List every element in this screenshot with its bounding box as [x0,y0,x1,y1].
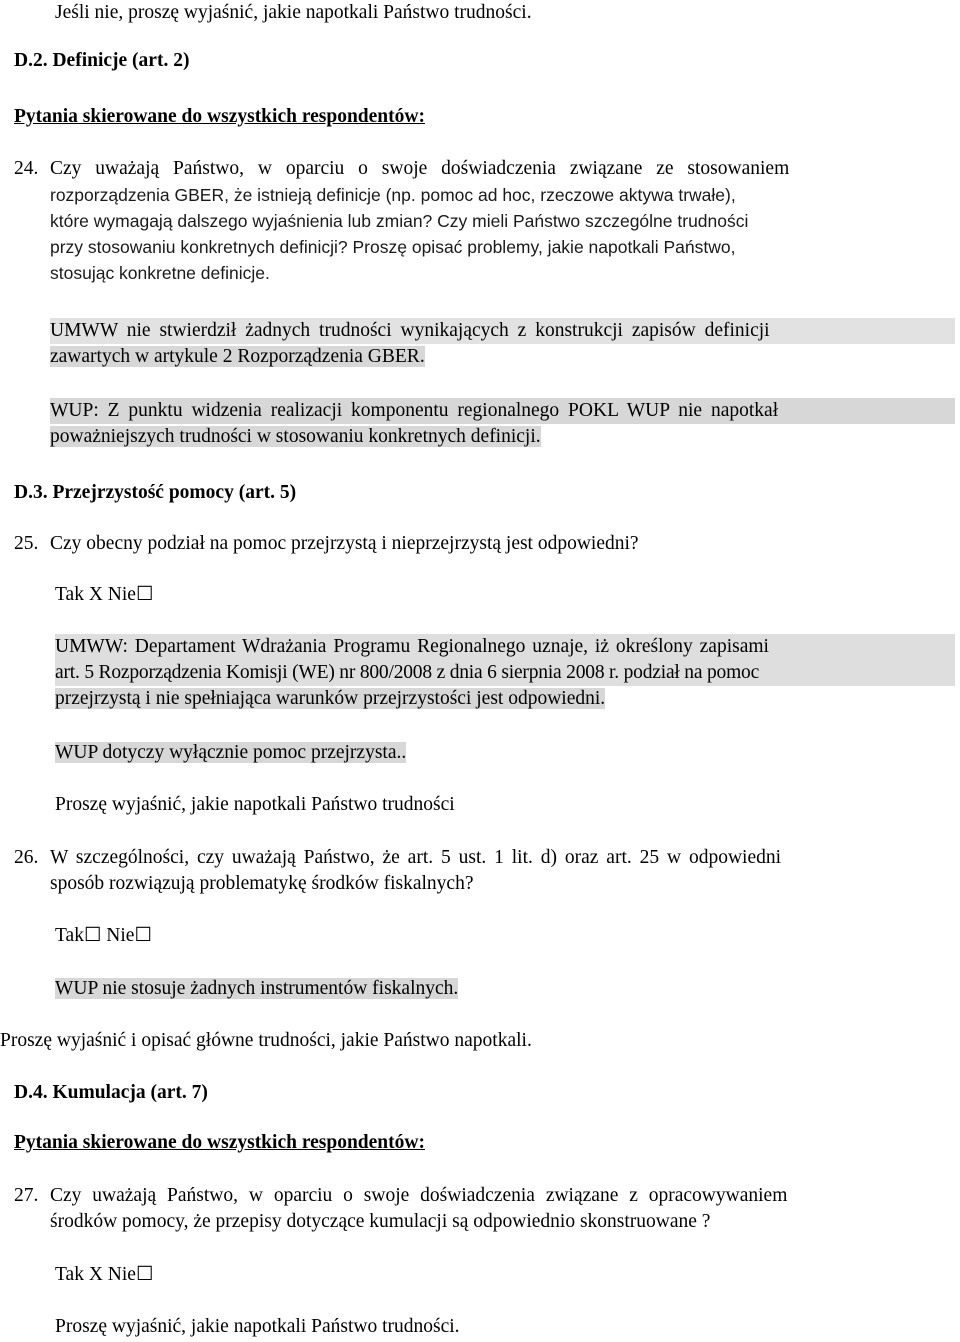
answer-line: WUP: Z punktu widzenia realizacji komponentu regionalnego POKL WUP nie napotkał [50,398,955,424]
question-text-line: które wymagają dalszego wyjaśnienia lub zmian? Czy mieli Państwo szczególne trudności [50,211,749,231]
answer-line [55,686,605,712]
section-heading-d4: D.4. Kumulacja (art. 7) [14,1082,208,1103]
question-number: 27. [14,1185,39,1206]
answer-line-text: WUP nie stosuje żadnych instrumentów fiskalnych. [55,978,459,999]
question-text-line: przy stosowaniu konkretnych definicji? Proszę opisać problemy, jakie napotkali Państwo, [50,237,736,257]
question-27-text-line: środków pomocy, że przepisy dotyczące kumulacji są odpowiednio skonstruowane ? [50,1211,711,1232]
question-number: 24. [14,158,39,179]
answer-line-text: WUP dotyczy wyłącznie pomoc przejrzysta.. [55,742,407,763]
explain-prompt-26: Proszę wyjaśnić i opisać główne trudności, jakie Państwo napotkali. [0,1030,532,1051]
question-text-line-content: Czy uważają Państwo, w oparciu o swoje doświadczenia związane ze stosowaniem [50,158,790,179]
top-explain-line: Jeśli nie, proszę wyjaśnić, jakie napotkali Państwo trudności. [55,2,532,23]
question-text-line: stosując konkretne definicje. [50,263,270,283]
question-26-text-line: sposób rozwiązują problematykę środków fiskalnych? [50,873,474,894]
answer-line [50,424,541,450]
answer-line-text: poważniejszych trudności w stosowaniu konkretnych definicji. [50,426,541,447]
answer-line-text: przejrzystą i nie spełniająca warunków przejrzystości jest odpowiedni. [55,688,606,709]
explain-prompt-25: Proszę wyjaśnić, jakie napotkali Państwo trudności [55,794,455,815]
section-heading-d2: D.2. Definicje (art. 2) [14,50,190,71]
wup-answer-25 [55,740,406,766]
wup-answer-26 [55,976,458,1002]
section-heading-d3: D.3. Przejrzystość pomocy (art. 5) [14,482,297,503]
question-text-line [50,156,955,182]
question-27-text-line: Czy uważają Państwo, w oparciu o swoje doświadczenia związane z opracowywaniem [50,1185,788,1206]
question-number: 25. [14,533,39,554]
section-subheading-d2: Pytania skierowane do wszystkich respondentów: [14,106,425,127]
answer-line [50,344,425,370]
question-26-choice[interactable]: Tak☐ Nie☐ [55,925,152,946]
question-27-choice[interactable]: Tak X Nie☐ [55,1264,154,1285]
answer-line: art. 5 Rozporządzenia Komisji (WE) nr 800/2008 z dnia 6 sierpnia 2008 r. podział na pomoc [55,660,955,686]
question-text-line: rozporządzenia GBER, że istnieją definicje (np. pomoc ad hoc, rzeczowe aktywa trwałe), [50,185,736,205]
question-26-text-line: W szczególności, czy uważają Państwo, że art. 5 ust. 1 lit. d) oraz art. 25 w odpowiedni [50,847,782,868]
answer-line-text: zawartych w artykule 2 Rozporządzenia GBER. [50,346,425,367]
answer-line: UMWW: Departament Wdrażania Programu Regionalnego uznaje, iż określony zapisami [55,634,955,660]
answer-line: UMWW nie stwierdził żadnych trudności wynikających z konstrukcji zapisów definicji [50,318,955,344]
explain-prompt-27: Proszę wyjaśnić, jakie napotkali Państwo trudności. [55,1316,460,1337]
section-subheading-d4: Pytania skierowane do wszystkich respondentów: [14,1132,425,1153]
question-number: 26. [14,847,39,868]
question-25-choice[interactable]: Tak X Nie☐ [55,584,154,605]
question-25-text: Czy obecny podział na pomoc przejrzystą i nieprzejrzystą jest odpowiedni? [50,533,639,554]
